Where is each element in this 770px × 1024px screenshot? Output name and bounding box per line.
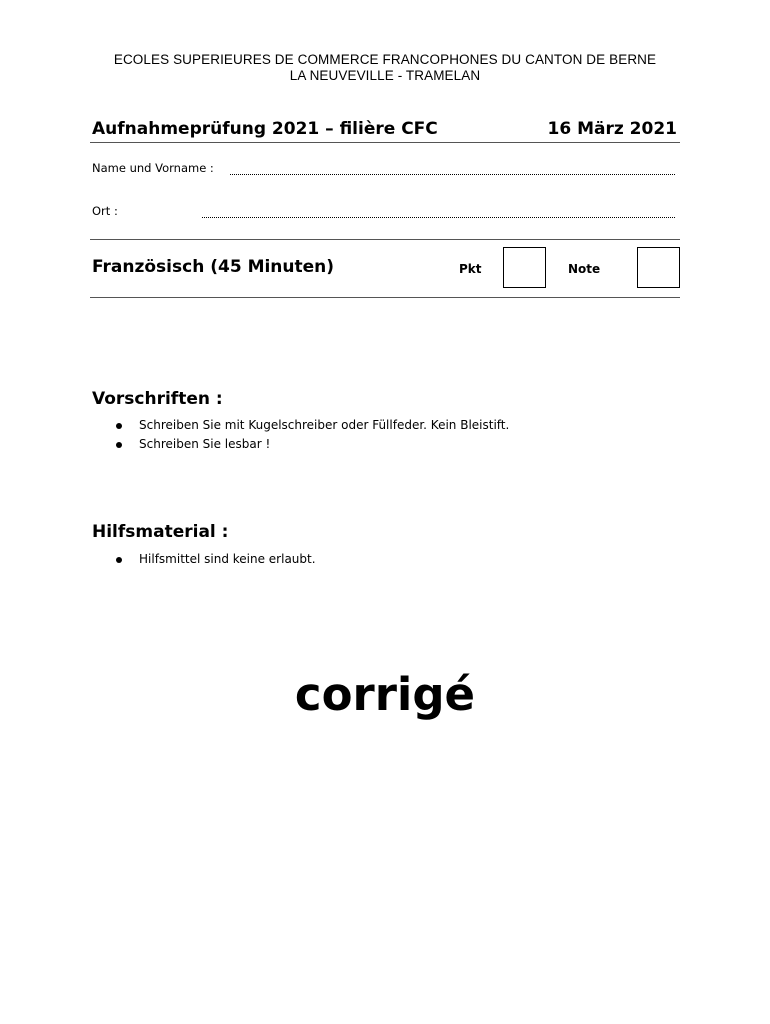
materials-heading: Hilfsmaterial :	[92, 522, 229, 542]
points-box[interactable]	[503, 247, 546, 288]
exam-date: 16 März 2021	[547, 119, 677, 139]
exam-title: Aufnahmeprüfung 2021 – filière CFC	[92, 119, 438, 139]
points-label: Pkt	[459, 262, 482, 276]
name-label: Name und Vorname :	[92, 161, 214, 175]
subject-title: Französisch (45 Minuten)	[92, 257, 335, 277]
bullet-icon	[116, 423, 122, 429]
name-field[interactable]	[230, 174, 675, 175]
place-field[interactable]	[202, 217, 675, 218]
rules-heading: Vorschriften :	[92, 389, 223, 409]
list-item-text: Schreiben Sie lesbar !	[139, 437, 271, 451]
corrected-stamp: corrigé	[294, 668, 476, 721]
list-item	[0, 418, 770, 437]
list-item-text: Hilfsmittel sind keine erlaubt.	[139, 552, 316, 566]
school-location: LA NEUVEVILLE - TRAMELAN	[289, 68, 481, 83]
list-item	[0, 552, 770, 571]
subject-top-divider	[90, 239, 680, 240]
materials-list	[0, 552, 770, 571]
bullet-icon	[116, 442, 122, 448]
grade-label: Note	[568, 262, 601, 276]
bullet-icon	[116, 557, 122, 563]
title-divider	[90, 142, 680, 143]
list-item-text: Schreiben Sie mit Kugelschreiber oder Füllfeder. Kein Bleistift.	[139, 418, 510, 432]
grade-box[interactable]	[637, 247, 680, 288]
rules-list	[0, 418, 770, 456]
list-item	[0, 437, 770, 456]
place-label: Ort :	[92, 204, 118, 218]
subject-bottom-divider	[90, 297, 680, 298]
school-name: ECOLES SUPERIEURES DE COMMERCE FRANCOPHONES DU CANTON DE BERNE	[113, 52, 657, 67]
